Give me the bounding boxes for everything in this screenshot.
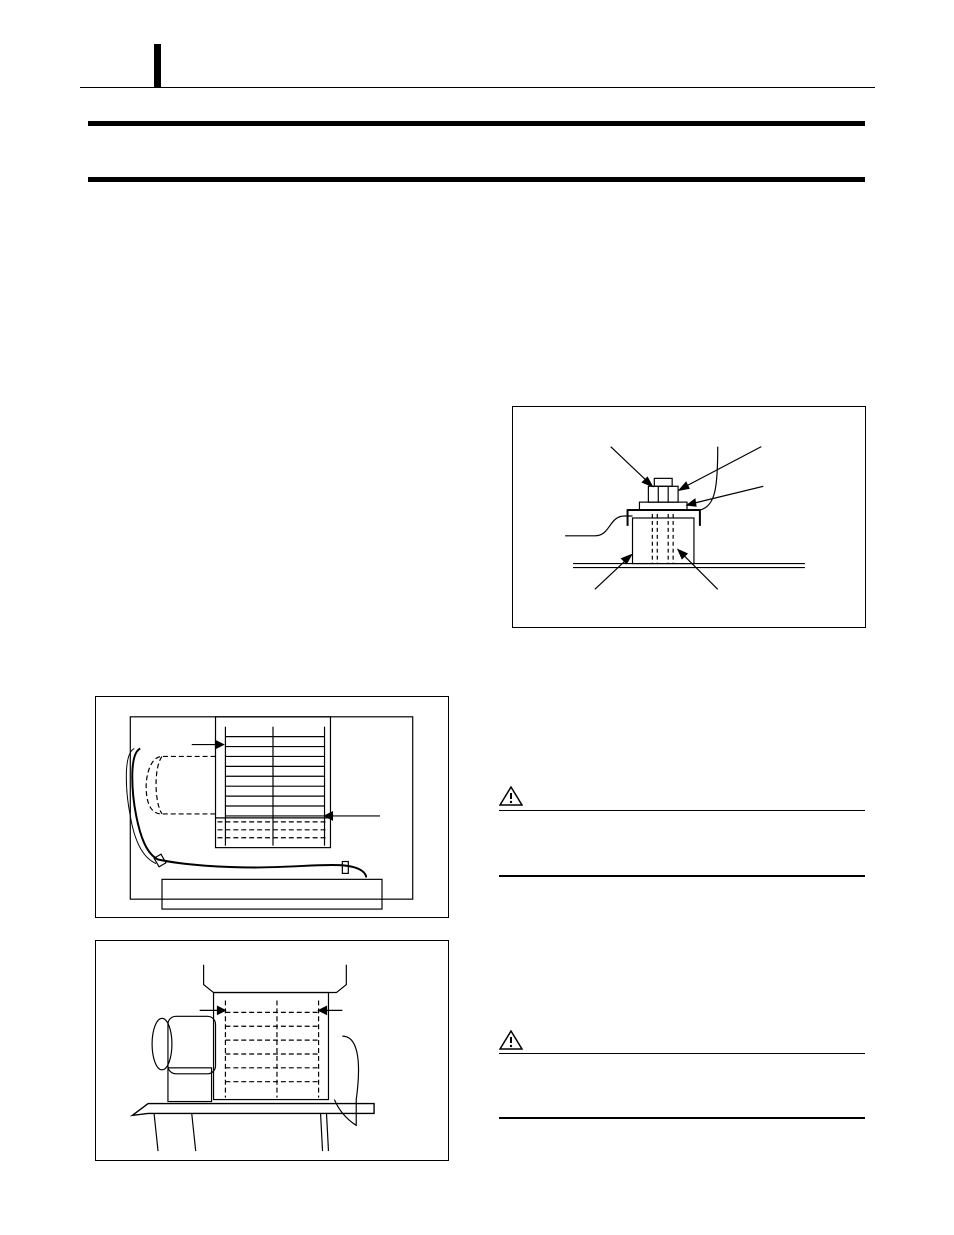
warning-2-top-rule [499, 1053, 865, 1054]
chute [334, 1036, 358, 1125]
header-rule [80, 87, 875, 88]
base-tray [162, 879, 382, 909]
section-title-top-rule [88, 121, 865, 126]
warning-1-bottom-rule [499, 875, 865, 877]
filter-panel-diagram [96, 697, 448, 917]
filter-block [214, 993, 329, 1100]
figure-filter-top-view [95, 696, 449, 918]
housing-outline [130, 717, 412, 899]
motor [168, 1016, 216, 1073]
section-title-bottom-rule [88, 177, 865, 182]
warning-triangle-icon [499, 786, 523, 806]
warning-triangle-icon [499, 1030, 523, 1050]
machine-side-diagram [96, 941, 448, 1160]
nut [648, 486, 678, 502]
base-table [132, 1104, 374, 1116]
washer [639, 502, 687, 510]
figure-filter-side-view [95, 940, 449, 1161]
motor-dashed-outline [146, 756, 215, 813]
figure-bolt-detail [512, 406, 866, 628]
hopper [204, 965, 347, 993]
gearbox [168, 1068, 212, 1102]
chapter-tab-marker [154, 44, 161, 88]
bolt-tip [654, 478, 672, 486]
warning-2-bottom-rule [499, 1117, 865, 1119]
callout-arrows [192, 741, 380, 820]
callout-arrows [200, 1006, 343, 1014]
warning-1-top-rule [499, 810, 865, 811]
bolt-assembly-diagram [513, 407, 865, 627]
leader-left [565, 516, 632, 536]
